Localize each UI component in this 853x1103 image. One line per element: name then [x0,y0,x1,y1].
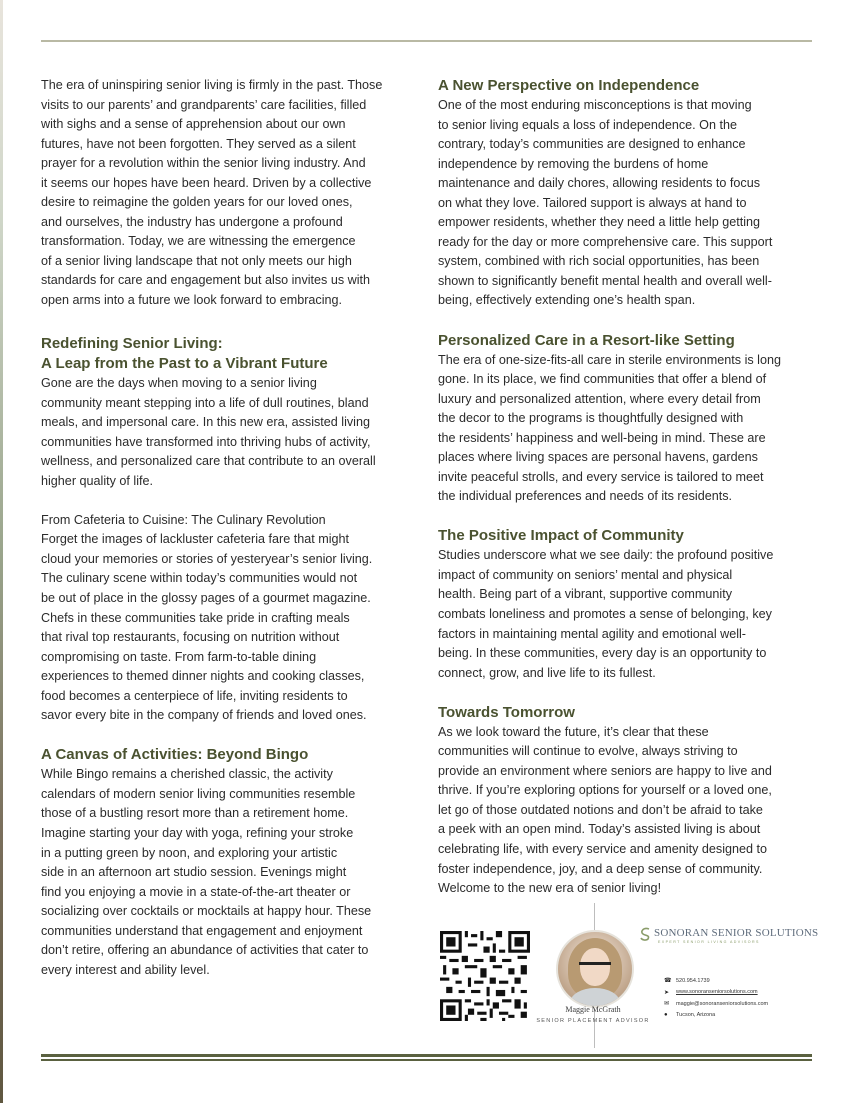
section-body-activities: While Bingo remains a cherished classic, the activity calendars of modern senior living communities resemble those of a bustling resort more than a retirement home. Imagine starting your day with yoga, refining your stroke in a putting green by noon, and exploring your artistic side in an afternoon art studio session. Evenings might find you enjoying a movie in a state-of-the-art theater or socializing over cocktails or mocktails at happy hour. These communities understand that engagement and enjoyment don’t retire, offering an abundance of activities that cater to every interest and ability level. [41,767,372,977]
contact-phone[interactable]: ☎ 520.954.1739 [664,977,710,985]
left-column [41,76,413,980]
section-heading-personalized-care: Personalized Care in a Resort-like Setting [438,331,735,349]
contact-list [664,975,768,1021]
section-heading-independence: A New Perspective on Independence [438,77,700,94]
brand-tagline: EXPERT SENIOR LIVING ADVISORS [658,940,760,944]
contact-website[interactable]: ➤ www.sonoranseniorsolutions.com [664,989,758,996]
section-body-tomorrow: As we look toward the future, it’s clear that these communities will continue to evolve, always striving to provide an environment where seniors are happy to live and thrive. If you’re exploring options for yourself or a loved one, let go of those outdated notions and don’t be afraid to take a peek with an open mind. Today’s assisted living is about celebrating life, with every service and amenity designed to foster independence, joy, and a deep sense of community. Welcome to the new era of senior living! [438,724,772,896]
contact-location: ● Tucson, Arizona [664,1012,716,1019]
advisor-title: SENIOR PLACEMENT ADVISOR [536,1018,650,1024]
cursor-icon: ➤ [664,989,670,996]
intro-paragraph: The era of uninspiring senior living is firmly in the past. Those visits to our parents’ and grandparents’ care facilities, filled with sighs and a sense of apprehension about our own futures, have not been forgotten. They served as a silent prayer for a revolution within the senior living industry. And it seems our hopes have been heard. Driven by a collective desire to reimagine the golden years for our loved ones, and ourselves, the industry has undergone a profound transformation. Today, we are witnessing the emergence of a senior living landscape that not only meets our high standards for care and engagement but also invites us with open arms into a future we look forward to embracing. [41,78,383,308]
contact-email[interactable]: ✉ maggie@sonoranseniorsolutions.com [664,1000,769,1008]
qr-code[interactable] [440,931,530,1021]
advisor-avatar [556,930,634,1008]
right-column [438,76,814,899]
phone-icon: ☎ [664,978,672,985]
page-edge-decoration [0,0,3,1103]
section-body-independence: One of the most enduring misconceptions is that moving to senior living equals a loss of independence. On the contrary, today’s communities are designed to enhance independence by removing the burdens of home maintenance and daily chores, allowing residents to focus on what they love. Tailored support is always at hand to empower residents, whether they need a little help getting ready for the day or more comprehensive care. This support system, combined with rich social opportunities, has been shown to significantly benefit mental health and overall well- being, effectively extending one’s health span. [438,98,773,308]
top-rule [41,40,812,42]
section-body-personalized-care: The era of one-size-fits-all care in sterile environments is long gone. In its place, we find communities that offer a blend of luxury and personalized attention, where every detail from the decor to the programs is thoughtfully designed with the residents’ happiness and well-being in mind. These are places where living spaces are personal havens, gardens invite peaceful strolls, and every service is tailored to meet the individual preferences and needs of its residents. [438,352,781,504]
email-icon: ✉ [664,1001,670,1008]
brand-logo [638,925,818,947]
bottom-rule-thick [41,1054,812,1057]
section-heading-community: The Positive Impact of Community [438,527,684,545]
location-pin-icon: ● [664,1012,668,1019]
section-heading-activities: A Canvas of Activities: Beyond Bingo [41,746,309,764]
advisor-name: Maggie McGrath [565,1005,621,1014]
brand-name: SONORAN SENIOR SOLUTIONS [654,927,819,939]
section-heading-redefining: Redefining Senior Living: A Leap from the Past to a Vibrant Future [41,335,328,373]
bottom-rule-thin [41,1059,812,1061]
brand-swirl-icon [638,926,654,942]
culinary-body: Forget the images of lackluster cafeteria fare that might cloud your memories or stories of yesteryear’s senior living. The culinary scene within today’s communities would not be out of place in the glossy pages of a gourmet magazine. Chefs in these communities take pride in crafting meals that rival top restaurants, focusing on nutrition without compromising on taste. From farm-to-table dining experiences to themed dinner nights and cooking classes, food becomes a centerpiece of life, inviting residents to savor every bite in the company of friends and loved ones. [41,532,373,723]
section-body-community: Studies underscore what we see daily: the profound positive impact of community on seniors’ mental and physical health. Being part of a vibrant, supportive community combats loneliness and promotes a sense of belonging, key factors in maintaining mental agility and emotional well- being. In these communities, every day is an opportunity to connect, grow, and live life to its fullest. [438,548,774,680]
section-heading-tomorrow: Towards Tomorrow [438,703,575,721]
culinary-subheading: From Cafeteria to Cuisine: The Culinary Revolution [41,512,326,527]
section-body-redefining: Gone are the days when moving to a senior living community meant stepping into a life of dull routines, bland meals, and impersonal care. In this new era, assisted living communities have transformed into thriving hubs of activity, wellness, and personalized care that contribute to an overall higher quality of life. [41,376,376,488]
